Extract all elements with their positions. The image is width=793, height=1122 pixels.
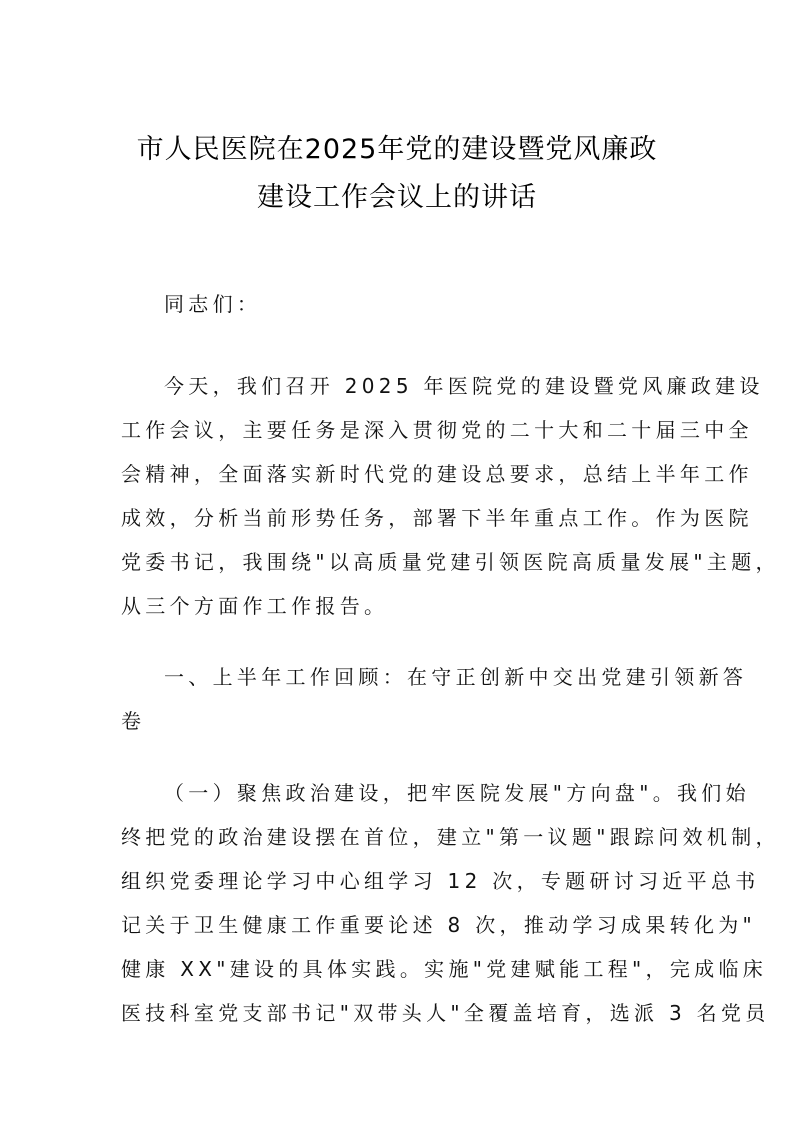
title-text: 市人民医院在2025年党的建设暨党风廉政 bbox=[136, 134, 658, 165]
paragraph-line: 健康 XX"建设的具体实践。实施"党建赋能工程"，完成临床 bbox=[121, 957, 768, 981]
section-heading-line: 卷 bbox=[121, 709, 146, 733]
document-title-line-1 bbox=[121, 127, 673, 166]
paragraph-line: 今天，我们召开 2025 年医院党的建设暨党风廉政建设 bbox=[164, 374, 764, 398]
document-title-line-2 bbox=[121, 175, 673, 214]
paragraph-line: 终把党的政治建设摆在首位，建立"第一议题"跟踪问效机制， bbox=[121, 825, 780, 849]
paragraph-line: 记关于卫生健康工作重要论述 8 次，推动学习成果转化为" bbox=[121, 913, 757, 937]
paragraph-line: （一）聚焦政治建设，把牢医院发展"方向盘"。我们始 bbox=[164, 781, 750, 805]
paragraph-line: 从三个方面作工作报告。 bbox=[121, 594, 389, 618]
paragraph-line: 工作会议，主要任务是深入贯彻党的二十大和二十届三中全 bbox=[121, 418, 753, 442]
paragraph-line: 会精神，全面落实新时代党的建设总要求，总结上半年工作 bbox=[121, 462, 753, 486]
paragraph-line: 成效，分析当前形势任务，部署下半年重点工作。作为医院 bbox=[121, 506, 753, 530]
paragraph-line: 组织党委理论学习中心组学习 12 次，专题研讨习近平总书 bbox=[121, 869, 760, 893]
title-text: 建设工作会议上的讲话 bbox=[257, 182, 537, 213]
section-heading-line: 一、上半年工作回顾：在守正创新中交出党建引领新答 bbox=[164, 665, 748, 689]
salutation: 同志们： bbox=[164, 292, 262, 316]
paragraph-line: 党委书记，我围绕"以高质量党建引领医院高质量发展"主题， bbox=[121, 550, 780, 574]
paragraph-line: 医技科室党支部书记"双带头人"全覆盖培育，选派 3 名党员 bbox=[121, 1001, 770, 1025]
